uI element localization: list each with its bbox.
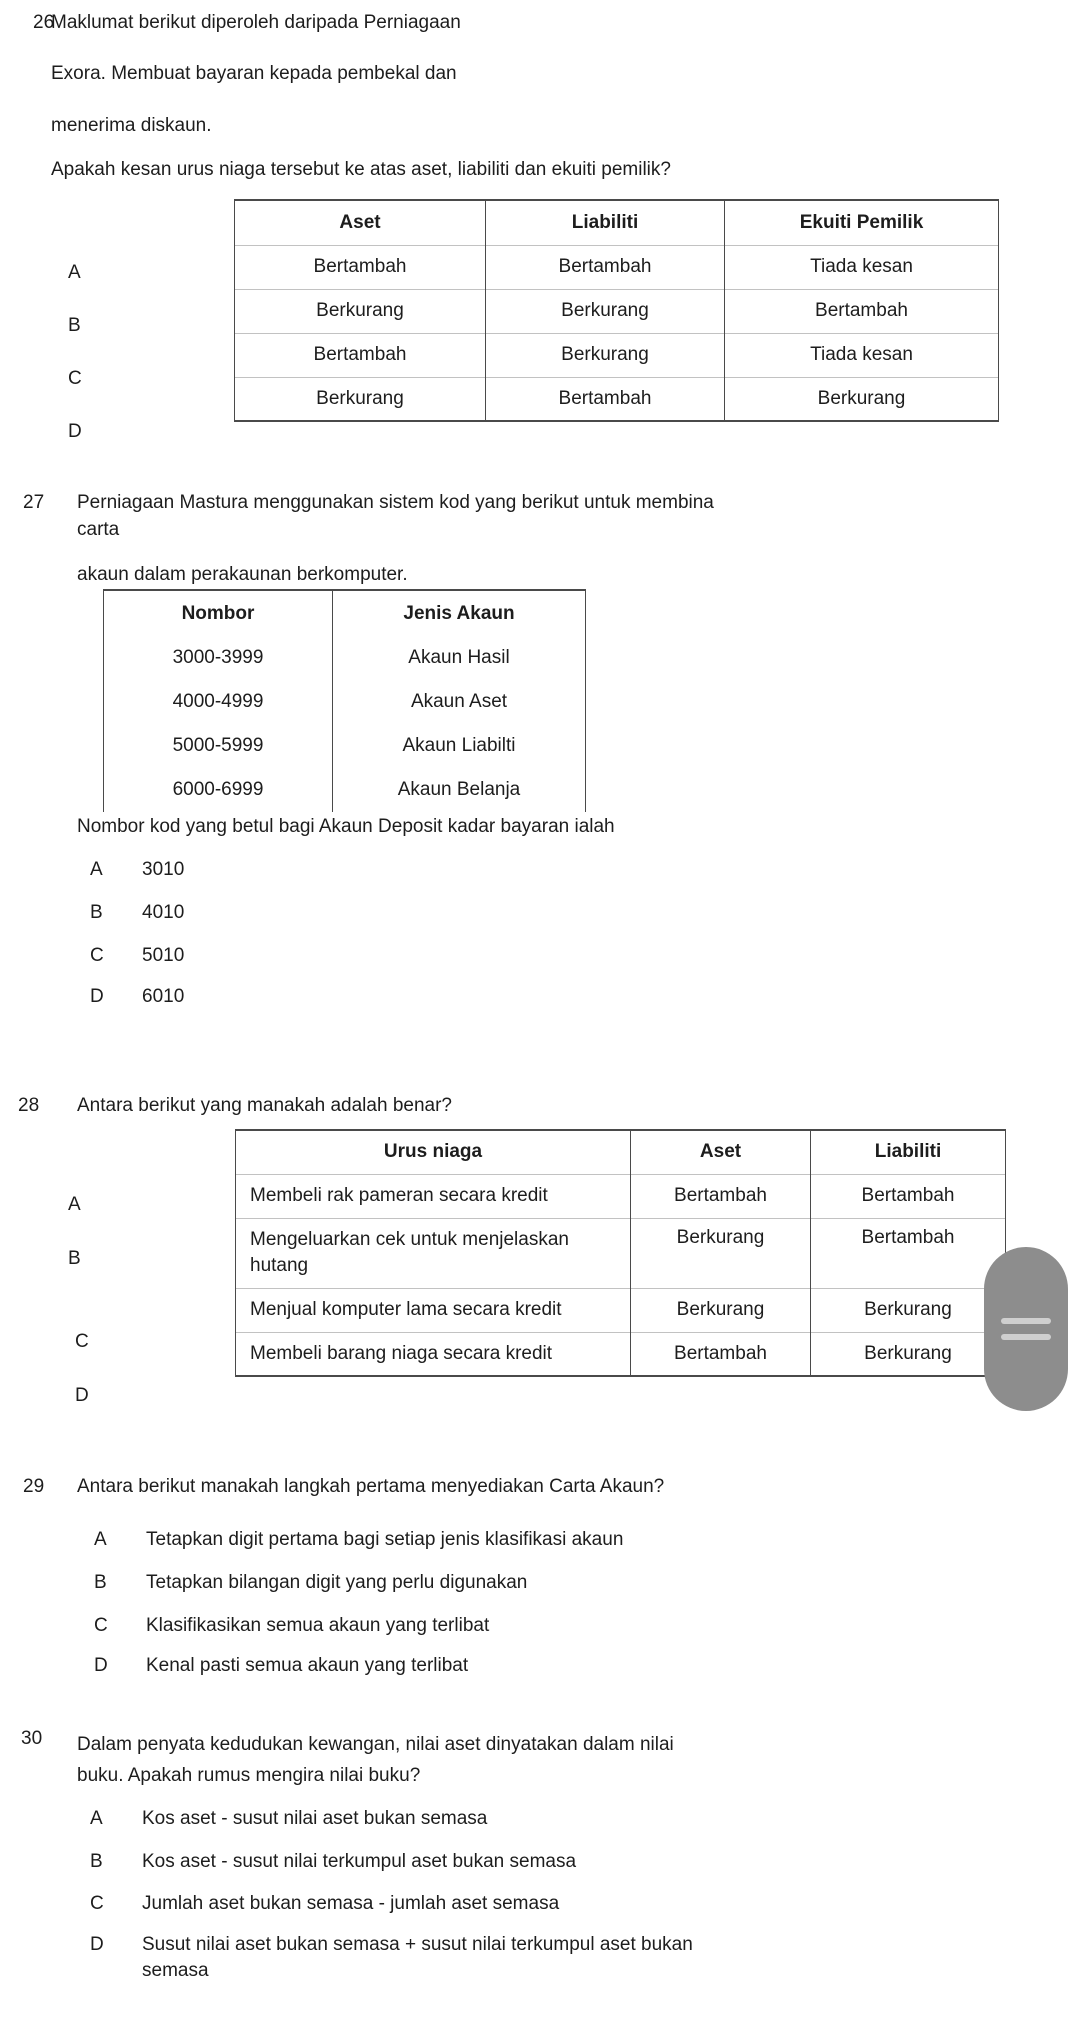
q30-option-d	[90, 1932, 693, 1984]
question-28-number: 28	[18, 1095, 40, 1116]
option-text: 4010	[142, 902, 185, 923]
table-row	[235, 333, 999, 377]
table-header-row	[104, 590, 586, 636]
option-text: Kos aset - susut nilai aset bukan semasa	[142, 1808, 488, 1829]
q28-question-text: Antara berikut yang manakah adalah benar?	[77, 1095, 452, 1116]
q26-option-letter-d: D	[68, 421, 82, 442]
option-letter: A	[90, 1808, 103, 1829]
column-header: Aset	[631, 1130, 811, 1174]
option-text	[142, 1932, 693, 1984]
option-text: 3010	[142, 859, 185, 880]
option-letter: B	[90, 902, 103, 923]
table-cell: Bertambah	[725, 289, 999, 333]
q30-option-a	[90, 1806, 487, 1832]
table-cell: Akaun Aset	[333, 680, 586, 724]
question-29-number: 29	[23, 1476, 45, 1497]
q28-option-letter-d: D	[75, 1385, 89, 1406]
option-text: Tetapkan bilangan digit yang perlu digunakan	[146, 1572, 528, 1593]
q29-question-text: Antara berikut manakah langkah pertama menyediakan Carta Akaun?	[77, 1476, 665, 1497]
q27-account-code-table	[103, 589, 586, 812]
option-letter: C	[90, 1893, 104, 1914]
table-cell: Bertambah	[631, 1332, 811, 1376]
question-27-number: 27	[23, 492, 45, 513]
q26-question-text: Apakah kesan urus niaga tersebut ke atas aset, liabiliti dan ekuiti pemilik?	[51, 159, 671, 180]
table-row	[235, 289, 999, 333]
q27-option-c	[90, 943, 184, 969]
column-header: Ekuiti Pemilik	[725, 200, 999, 245]
q30-intro-line: buku. Apakah rumus mengira nilai buku?	[77, 1765, 421, 1786]
table-cell: Berkurang	[725, 377, 999, 421]
table-cell: Tiada kesan	[725, 245, 999, 289]
option-letter: C	[90, 945, 104, 966]
table-cell: Mengeluarkan cek untuk menjelaskan hutang	[236, 1218, 631, 1288]
table-row	[236, 1174, 1006, 1218]
option-text: 6010	[142, 986, 185, 1007]
option-text: Kos aset - susut nilai terkumpul aset bukan semasa	[142, 1851, 577, 1872]
table-cell: Berkurang	[486, 289, 725, 333]
option-text: 5010	[142, 945, 185, 966]
column-header: Nombor	[104, 590, 333, 636]
table-cell: Bertambah	[811, 1218, 1006, 1288]
q28-transactions-table	[235, 1129, 1006, 1377]
table-cell: Berkurang	[235, 377, 486, 421]
q26-intro-line: Exora. Membuat bayaran kepada pembekal dan	[51, 63, 457, 84]
q26-option-letter-b: B	[68, 315, 81, 336]
table-header-row	[236, 1130, 1006, 1174]
table-cell: Berkurang	[811, 1288, 1006, 1332]
table-row	[104, 636, 586, 680]
table-cell: Bertambah	[235, 333, 486, 377]
column-header: Liabiliti	[811, 1130, 1006, 1174]
table-cell: Bertambah	[811, 1174, 1006, 1218]
q26-intro-line: Maklumat berikut diperoleh daripada Perniagaan	[51, 12, 461, 33]
table-cell: Membeli rak pameran secara kredit	[236, 1174, 631, 1218]
table-cell: Membeli barang niaga secara kredit	[236, 1332, 631, 1376]
table-cell: Berkurang	[811, 1332, 1006, 1376]
question-30-number: 30	[21, 1728, 43, 1749]
q26-option-letter-c: C	[68, 368, 82, 389]
scroll-drag-handle[interactable]	[984, 1247, 1068, 1411]
q27-intro-line: akaun dalam perakaunan berkomputer.	[77, 564, 408, 585]
table-cell: Menjual komputer lama secara kredit	[236, 1288, 631, 1332]
q28-option-letter-a: A	[68, 1194, 81, 1215]
q28-option-letter-b: B	[68, 1248, 81, 1269]
table-cell: Akaun Hasil	[333, 636, 586, 680]
table-cell: Akaun Liabilti	[333, 724, 586, 768]
q30-option-c	[90, 1891, 559, 1917]
option-letter: A	[94, 1529, 107, 1550]
q27-option-a	[90, 857, 184, 883]
table-header-row	[235, 200, 999, 245]
option-letter: B	[94, 1572, 107, 1593]
option-text: Jumlah aset bukan semasa - jumlah aset semasa	[142, 1893, 560, 1914]
table-cell: 5000-5999	[104, 724, 333, 768]
option-text: Kenal pasti semua akaun yang terlibat	[146, 1655, 469, 1676]
grip-line-icon	[1001, 1318, 1051, 1324]
option-letter: D	[90, 986, 104, 1007]
column-header: Urus niaga	[236, 1130, 631, 1174]
table-cell: Bertambah	[486, 377, 725, 421]
q30-option-b	[90, 1849, 576, 1875]
table-row	[235, 245, 999, 289]
table-cell: 3000-3999	[104, 636, 333, 680]
grip-line-icon	[1001, 1334, 1051, 1340]
q29-option-d	[94, 1653, 468, 1679]
q27-intro-line: carta	[77, 519, 120, 540]
q27-intro-line: Perniagaan Mastura menggunakan sistem kod yang berikut untuk membina	[77, 492, 714, 513]
q27-option-d	[90, 984, 184, 1010]
option-letter: A	[90, 859, 103, 880]
column-header: Aset	[235, 200, 486, 245]
table-row	[104, 768, 586, 812]
table-row	[236, 1218, 1006, 1288]
q30-intro-line: Dalam penyata kedudukan kewangan, nilai aset dinyatakan dalam nilai	[77, 1734, 674, 1755]
q29-option-a	[94, 1527, 623, 1553]
option-letter: B	[90, 1851, 103, 1872]
table-cell: Bertambah	[235, 245, 486, 289]
q29-option-b	[94, 1570, 527, 1596]
q27-option-b	[90, 900, 184, 926]
option-text-line: Susut nilai aset bukan semasa + susut nilai terkumpul aset bukan	[142, 1934, 693, 1955]
table-row	[236, 1332, 1006, 1376]
q26-intro-line: menerima diskaun.	[51, 115, 212, 136]
column-header: Jenis Akaun	[333, 590, 586, 636]
option-text: Tetapkan digit pertama bagi setiap jenis klasifikasi akaun	[146, 1529, 624, 1550]
table-cell: Berkurang	[631, 1218, 811, 1288]
option-text: Klasifikasikan semua akaun yang terlibat	[146, 1615, 490, 1636]
table-cell: 4000-4999	[104, 680, 333, 724]
column-header: Liabiliti	[486, 200, 725, 245]
q29-option-c	[94, 1613, 489, 1639]
table-cell: Akaun Belanja	[333, 768, 586, 812]
option-letter: C	[94, 1615, 108, 1636]
option-letter: D	[94, 1655, 108, 1676]
option-text-line: semasa	[142, 1960, 209, 1981]
q26-option-letter-a: A	[68, 262, 81, 283]
question-26-number: 26	[33, 12, 55, 33]
table-cell: Berkurang	[235, 289, 486, 333]
table-row	[236, 1288, 1006, 1332]
table-cell: Tiada kesan	[725, 333, 999, 377]
table-cell: Bertambah	[631, 1174, 811, 1218]
q26-effects-table	[234, 199, 999, 422]
table-row	[104, 680, 586, 724]
table-cell: Bertambah	[486, 245, 725, 289]
table-cell: Berkurang	[486, 333, 725, 377]
option-letter: D	[90, 1934, 104, 1955]
q28-option-letter-c: C	[75, 1331, 89, 1352]
q27-question-text: Nombor kod yang betul bagi Akaun Deposit kadar bayaran ialah	[77, 816, 615, 837]
table-row	[235, 377, 999, 421]
table-row	[104, 724, 586, 768]
table-cell: 6000-6999	[104, 768, 333, 812]
table-cell: Berkurang	[631, 1288, 811, 1332]
